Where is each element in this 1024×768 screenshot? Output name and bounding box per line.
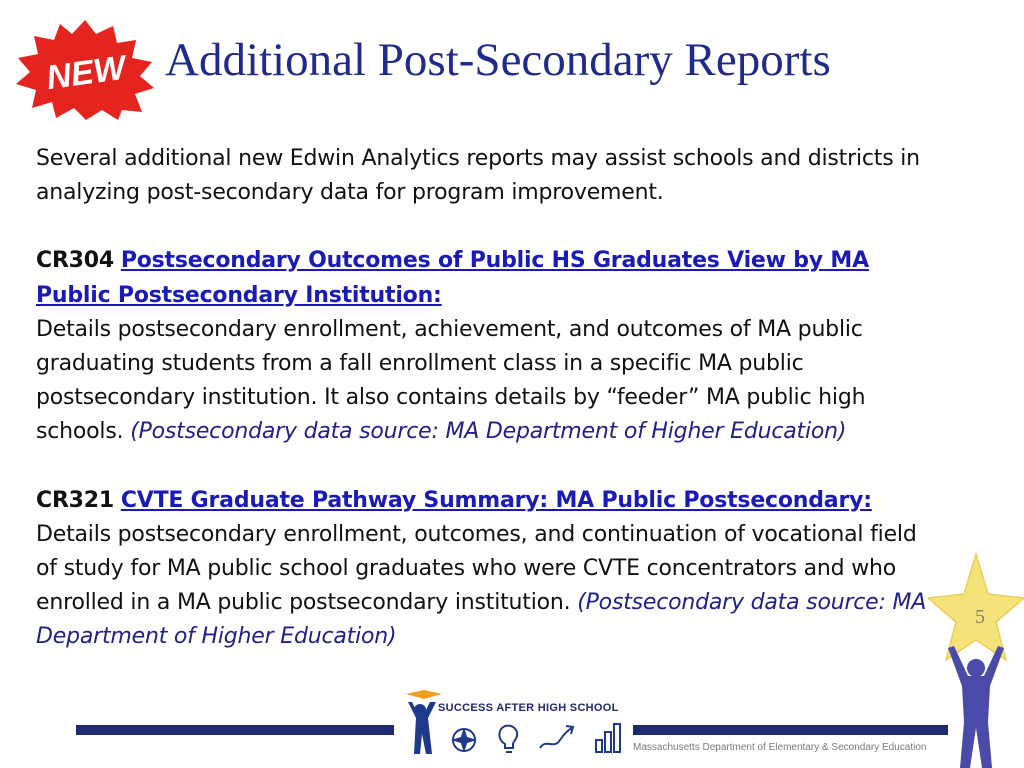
- slide-content: [36, 142, 936, 655]
- bar-chart-icon: [596, 724, 620, 752]
- report-cr304: [36, 244, 936, 449]
- report-description: Details postsecondary enrollment, achievement, and outcomes of MA public graduating students from a fall enrollment class in a specific MA public postsecondary institution. It also contains details by “feeder” MA public high schools.: [36, 316, 866, 445]
- lightbulb-icon: [499, 726, 517, 752]
- graduate-figure-icon: [406, 690, 442, 754]
- report-code: CR304: [36, 248, 115, 274]
- report-link-cr321[interactable]: CVTE Graduate Pathway Summary: MA Public Postsecondary:: [120, 487, 872, 513]
- report-source: (Postsecondary data source: MA Department of Higher Education): [130, 419, 847, 445]
- logo-text: SUCCESS AFTER HIGH SCHOOL: [438, 702, 619, 714]
- page-title: Additional Post-Secondary Reports: [165, 34, 831, 86]
- compass-icon: [451, 727, 477, 753]
- person-figure-icon: [948, 646, 1004, 768]
- badge-text: NEW: [44, 48, 128, 98]
- report-link-cr304[interactable]: Postsecondary Outcomes of Public HS Graduates View by MA Public Postsecondary Institution:: [36, 248, 869, 308]
- report-code: CR321: [36, 487, 115, 513]
- arrow-path-icon: [540, 726, 573, 748]
- intro-text: Several additional new Edwin Analytics reports may assist schools and districts in analyzing post-secondary data for program improvement.: [36, 146, 920, 206]
- footer-bar-right: [633, 725, 948, 735]
- star-figure: [928, 552, 1024, 768]
- footer-org: Massachusetts Department of Elementary & Secondary Education: [633, 742, 927, 753]
- success-logo: [402, 690, 624, 760]
- page-number: 5: [975, 606, 985, 628]
- report-description: Details postsecondary enrollment, outcomes, and continuation of vocational field of study for MA public school graduates who were CVTE concentrators and who enrolled in a MA public postsecondary institution.: [36, 521, 917, 616]
- footer-bar-left: [76, 725, 394, 735]
- report-source: (Postsecondary data source: MA Department of Higher Education): [36, 590, 927, 650]
- report-cr321: [36, 484, 936, 655]
- new-badge: [14, 18, 156, 122]
